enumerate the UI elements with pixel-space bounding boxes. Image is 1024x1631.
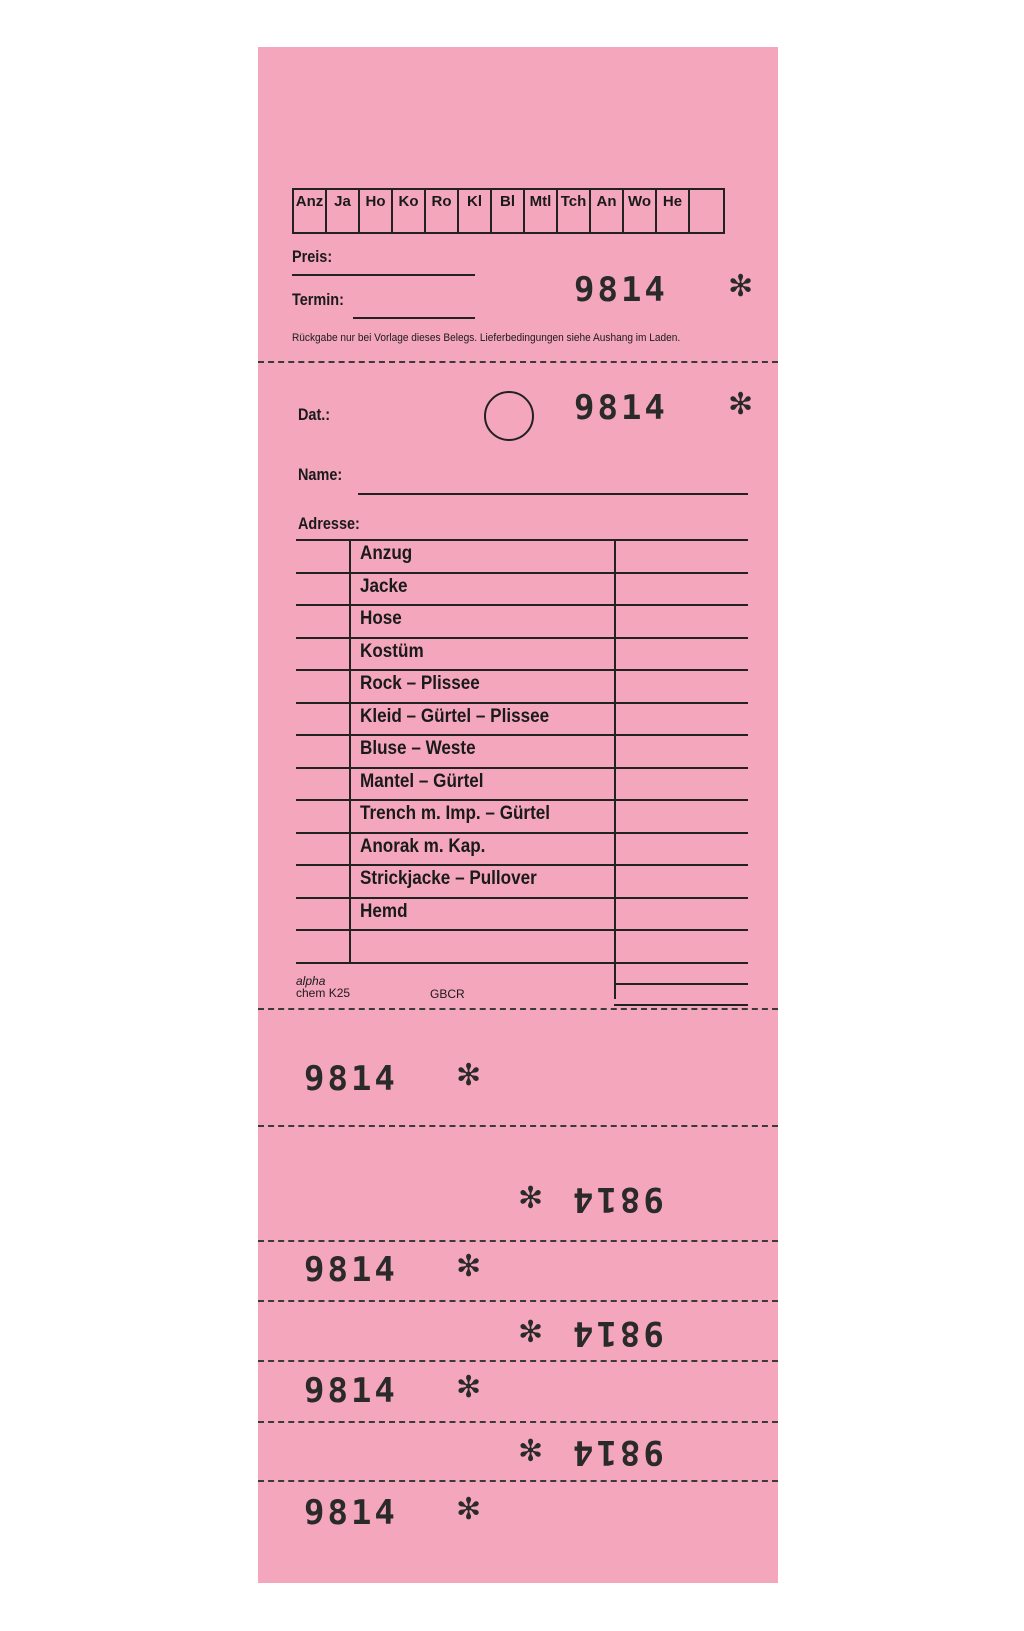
item-label: Hose xyxy=(360,608,402,629)
name-line xyxy=(358,493,748,495)
category-cell: An xyxy=(591,190,624,232)
perforation xyxy=(258,1421,778,1423)
stub-number-rotated: 9814 xyxy=(570,1179,664,1219)
category-cell: Kl xyxy=(459,190,492,232)
appointment-line xyxy=(353,317,475,319)
table-row-rule xyxy=(296,669,748,671)
table-row-rule xyxy=(296,799,748,801)
stub-number: 9814 xyxy=(304,1250,398,1290)
category-cell: He xyxy=(657,190,690,232)
perforation xyxy=(258,1008,778,1010)
star-icon: ✻ xyxy=(518,1178,544,1213)
table-row-rule xyxy=(296,962,748,964)
item-label: Strickjacke – Pullover xyxy=(360,868,537,889)
brand-top: alpha xyxy=(296,974,326,988)
star-icon: ✻ xyxy=(728,387,754,422)
appointment-label: Termin: xyxy=(292,290,344,309)
table-top-rule xyxy=(296,539,748,541)
table-row-rule xyxy=(296,864,748,866)
brand-bottom: chem xyxy=(296,986,326,1000)
items-table xyxy=(296,539,748,1001)
price-line xyxy=(292,274,475,276)
item-label: Trench m. Imp. – Gürtel xyxy=(360,803,551,824)
table-row-rule xyxy=(296,572,748,574)
category-cell: Wo xyxy=(624,190,657,232)
star-icon: ✻ xyxy=(728,269,754,304)
category-cell: Mtl xyxy=(525,190,558,232)
stub-number: 9814 xyxy=(304,1371,398,1411)
star-icon: ✻ xyxy=(518,1312,544,1347)
category-cell: Anz xyxy=(294,190,327,232)
category-cell: Ja xyxy=(327,190,360,232)
table-row-rule xyxy=(296,604,748,606)
stub-number-rotated: 9814 xyxy=(570,1313,664,1353)
brand-logo xyxy=(296,975,350,999)
table-row-rule xyxy=(614,1004,748,1006)
ticket-number-top: 9814 xyxy=(574,270,668,310)
table-row-rule xyxy=(296,734,748,736)
category-cell xyxy=(690,190,723,232)
stub-number-rotated: 9814 xyxy=(570,1432,664,1472)
category-cell: Ho xyxy=(360,190,393,232)
perforation xyxy=(258,1300,778,1302)
item-label: Jacke xyxy=(360,575,408,597)
perforation xyxy=(258,1480,778,1482)
stub-number: 9814 xyxy=(304,1059,398,1099)
table-row-rule xyxy=(296,897,748,899)
laundry-ticket xyxy=(258,47,778,1583)
item-label: Mantel – Gürtel xyxy=(360,770,484,792)
item-label: Kleid – Gürtel – Plissee xyxy=(360,705,550,727)
item-label: Rock – Plissee xyxy=(360,673,480,694)
star-icon: ✻ xyxy=(456,1249,482,1284)
item-label: Hemd xyxy=(360,900,408,922)
price-label: Preis: xyxy=(292,247,333,266)
model-code: K25 xyxy=(328,986,351,1000)
table-row-rule xyxy=(296,832,748,834)
item-label: Kostüm xyxy=(360,640,424,662)
punch-hole-circle xyxy=(484,391,534,441)
category-cell: Tch xyxy=(558,190,591,232)
perforation xyxy=(258,1240,778,1242)
table-row-rule xyxy=(296,929,748,931)
item-label: Bluse – Weste xyxy=(360,738,476,759)
perforation xyxy=(258,361,778,363)
table-row-rule xyxy=(296,767,748,769)
category-cell: Ko xyxy=(393,190,426,232)
name-label: Name: xyxy=(298,465,343,484)
star-icon: ✻ xyxy=(456,1370,482,1405)
category-grid xyxy=(292,188,725,234)
ticket-number-second: 9814 xyxy=(574,388,668,428)
item-label: Anorak m. Kap. xyxy=(360,835,486,857)
table-row-rule xyxy=(614,983,748,985)
date-label: Dat.: xyxy=(298,405,331,424)
category-cell: Ro xyxy=(426,190,459,232)
perforation xyxy=(258,1125,778,1127)
star-icon: ✻ xyxy=(518,1431,544,1466)
star-icon: ✻ xyxy=(456,1492,482,1527)
return-notice: Rückgabe nur bei Vorlage dieses Belegs. Lieferbedingungen siehe Aushang im Laden. xyxy=(292,332,681,344)
perforation xyxy=(258,1360,778,1362)
table-row-rule xyxy=(296,637,748,639)
stub-number: 9814 xyxy=(304,1493,398,1533)
item-label: Anzug xyxy=(360,543,413,564)
address-label: Adresse: xyxy=(298,514,360,533)
star-icon: ✻ xyxy=(456,1058,482,1093)
table-row-rule xyxy=(296,702,748,704)
form-code: GBCR xyxy=(430,987,465,1001)
category-cell: Bl xyxy=(492,190,525,232)
